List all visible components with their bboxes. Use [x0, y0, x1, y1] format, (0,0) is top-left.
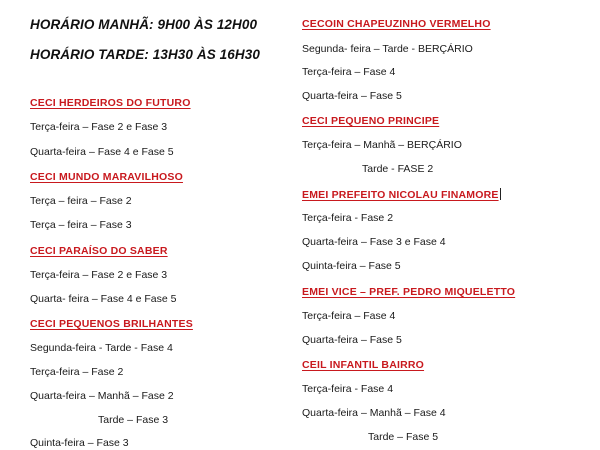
schedule-line: Quarta-feira – Manhã – Fase 4 [302, 407, 446, 419]
school-title: EMEI VICE – PREF. PEDRO MIQUELETTO [302, 286, 516, 298]
schedule-line: Terça-feira - Fase 2 [302, 212, 394, 224]
schedule-line: Terça-feira – Fase 2 e Fase 3 [30, 121, 168, 133]
schedule-line: Terça – feira – Fase 3 [30, 219, 132, 231]
school-title: CECOIN CHAPEUZINHO VERMELHO [302, 18, 491, 30]
afternoon-schedule-heading: HORÁRIO TARDE: 13H30 ÀS 16H30 [30, 47, 260, 62]
schedule-line: Tarde – Fase 5 [368, 431, 439, 443]
schedule-line: Segunda- feira – Tarde - BERÇÁRIO [302, 43, 473, 55]
school-title [302, 188, 501, 201]
morning-schedule-heading: HORÁRIO MANHÃ: 9H00 ÀS 12H00 [30, 17, 258, 32]
text-cursor [500, 188, 501, 200]
school-title: CECI HERDEIROS DO FUTURO [30, 97, 191, 109]
schedule-line: Quinta-feira – Fase 5 [302, 260, 401, 272]
schedule-line: Quarta- feira – Fase 4 e Fase 5 [30, 293, 177, 305]
schedule-line: Terça-feira – Manhã – BERÇÁRIO [302, 139, 462, 151]
schedule-line: Terça-feira – Fase 2 e Fase 3 [30, 269, 168, 281]
schedule-line: Terça-feira – Fase 4 [302, 310, 396, 322]
schedule-line: Quinta-feira – Fase 3 [30, 437, 129, 449]
schedule-line: Quarta-feira – Fase 5 [302, 334, 402, 346]
schedule-line: Tarde - FASE 2 [362, 163, 434, 175]
school-title: CECI PEQUENOS BRILHANTES [30, 318, 193, 330]
school-title: CECI PARAÍSO DO SABER [30, 245, 168, 257]
schedule-line: Tarde – Fase 3 [98, 414, 169, 426]
schedule-line: Terça – feira – Fase 2 [30, 195, 132, 207]
schedule-line: Quarta-feira – Manhã – Fase 2 [30, 390, 174, 402]
school-title: CEIL INFANTIL BAIRRO [302, 359, 425, 371]
school-title: CECI MUNDO MARAVILHOSO [30, 171, 183, 183]
schedule-line: Quarta-feira – Fase 5 [302, 90, 402, 102]
schedule-line: Terça-feira – Fase 2 [30, 366, 124, 378]
school-title-text: EMEI PREFEITO NICOLAU FINAMORE [302, 189, 499, 201]
schedule-line: Quarta-feira – Fase 3 e Fase 4 [302, 236, 446, 248]
schedule-line: Quarta-feira – Fase 4 e Fase 5 [30, 146, 174, 158]
school-title: CECI PEQUENO PRINCIPE [302, 115, 440, 127]
schedule-line: Terça-feira - Fase 4 [302, 383, 394, 395]
schedule-line: Segunda-feira - Tarde - Fase 4 [30, 342, 173, 354]
schedule-line: Terça-feira – Fase 4 [302, 66, 396, 78]
